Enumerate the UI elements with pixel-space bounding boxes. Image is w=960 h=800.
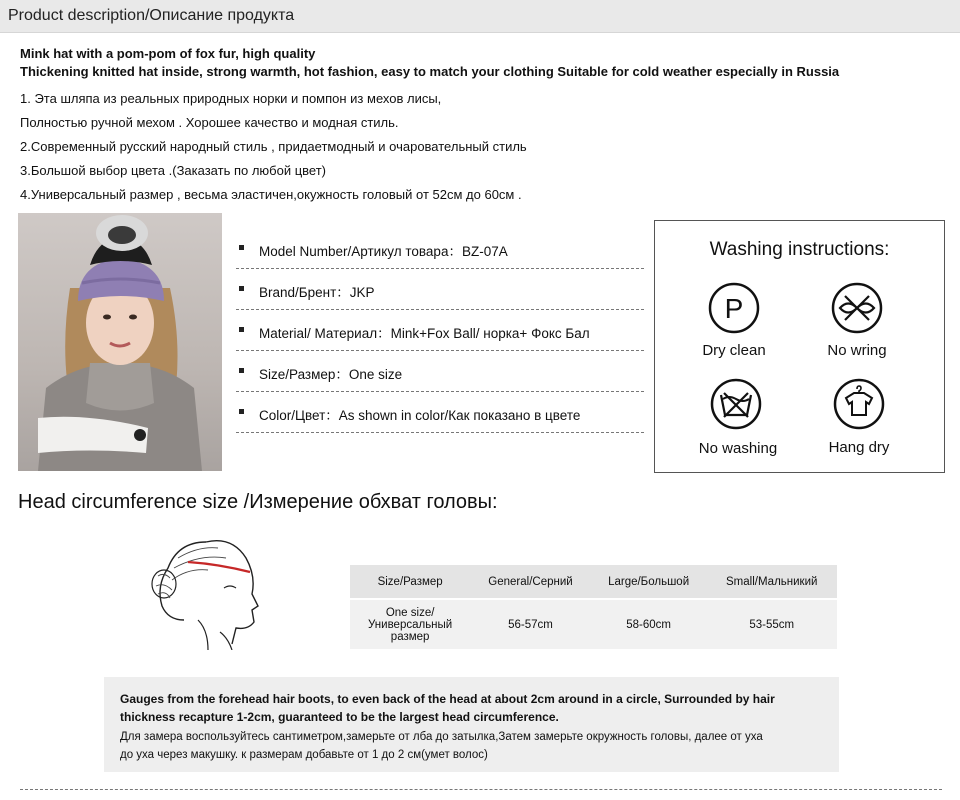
no-washing-icon [709,377,763,431]
spec-text: Color/Цвет：As shown in color/Как показано в цвете [259,408,581,423]
bullet-icon [239,409,244,414]
no-wring-label: No wring [827,342,887,359]
page-title: Product description/Описание продукта [8,7,295,24]
table-cell: 56-57cm [470,599,591,649]
spec-text: Model Number/Артикул товара：BZ-07A [259,244,508,259]
table-header-cell: Small/Мальникий [706,565,837,599]
spec-row-brand [236,269,644,310]
size-line: One size/ [385,606,435,619]
intro-en-line-1: Mink hat with a pom-pom of fox fur, high quality [20,46,316,61]
dry-clean-label: Dry clean [702,342,766,359]
head-size-title: Head circumference size /Измерение обхват головы: [18,491,498,513]
table-header-row [350,565,837,599]
spec-text: Brand/Брент：JKP [259,285,375,300]
intro-ru-line: Полностью ручной мехом . Хорошее качество и модная стиль. [20,115,399,130]
washing-title: Washing instructions: [709,239,890,260]
gauge-en-text: Gauges from the forehead hair boots, to even back of the head at about 2cm around in a circle, Surrounded by hair thickness recapture 1-2cm, guaranteed to be the largest head circumference. [120,692,775,724]
no-washing-label: No washing [698,440,778,457]
bullet-icon [239,245,244,250]
bullet-icon [239,368,244,373]
intro-ru-line: 1. Эта шляпа из реальных природных норки и помпон из мехов лисы, [20,91,442,106]
spec-row-material [236,310,644,351]
spec-row-color [236,392,644,433]
table-header-cell: General/Серний [470,565,591,599]
spec-text: Material/ Материал：Mink+Fox Ball/ норка+ Фокс Бал [259,326,590,341]
hang-dry-icon [832,377,886,431]
dry-clean-symbol: P [724,293,744,324]
table-cell: 58-60cm [591,599,707,649]
spec-text: Size/Размер：One size [259,367,403,382]
gauge-ru-line: до уха через макушку. к размерам добавьте от 1 до 2 см(умет волос) [120,749,488,761]
table-header-cell: Size/Размер [350,565,470,599]
washing-instructions-box [654,220,945,473]
spec-row-size [236,351,644,392]
intro-ru-line: 3.Большой выбор цвета .(Заказать по любой цвет) [20,163,327,178]
bullet-icon [239,327,244,332]
gauge-note-box [104,677,839,772]
spec-row-model [236,228,644,269]
intro-en-line-2: Thickening knitted hat inside, strong warmth, hot fashion, easy to match your clothing Suitable for cold weather especially in Russia [20,64,840,79]
bottom-divider [20,789,942,790]
intro-block [20,45,940,207]
size-line: Универсальный [368,618,453,631]
product-photo [18,213,222,471]
table-row [350,599,837,649]
spec-list [236,228,644,433]
head-measurement-sketch-icon [148,528,268,650]
table-cell: 53-55cm [706,599,837,649]
gauge-ru-line: Для замера воспользуйтесь сантиметром,замерьте от лба до затылка,Затем замерьте окружность головы, далее от уха [120,731,763,743]
size-line: размер [390,630,430,643]
gauge-ru-text [120,728,830,764]
intro-ru-list [20,87,940,207]
dry-clean-icon [707,281,761,335]
bullet-icon [239,286,244,291]
no-wring-icon [830,281,884,335]
table-header-cell: Large/Большой [591,565,707,599]
intro-ru-line: 4.Универсальный размер , весьма эластичен,окужность головый от 52см до 60см . [20,187,522,202]
model-wearing-hat-illustration [18,213,222,471]
hang-dry-label: Hang dry [828,439,890,456]
size-table [350,565,837,649]
table-cell-size [350,599,470,649]
intro-ru-line: 2.Современный русский народный стиль , придаетмодный и очаровательный стиль [20,139,527,154]
header-bar [0,0,960,33]
